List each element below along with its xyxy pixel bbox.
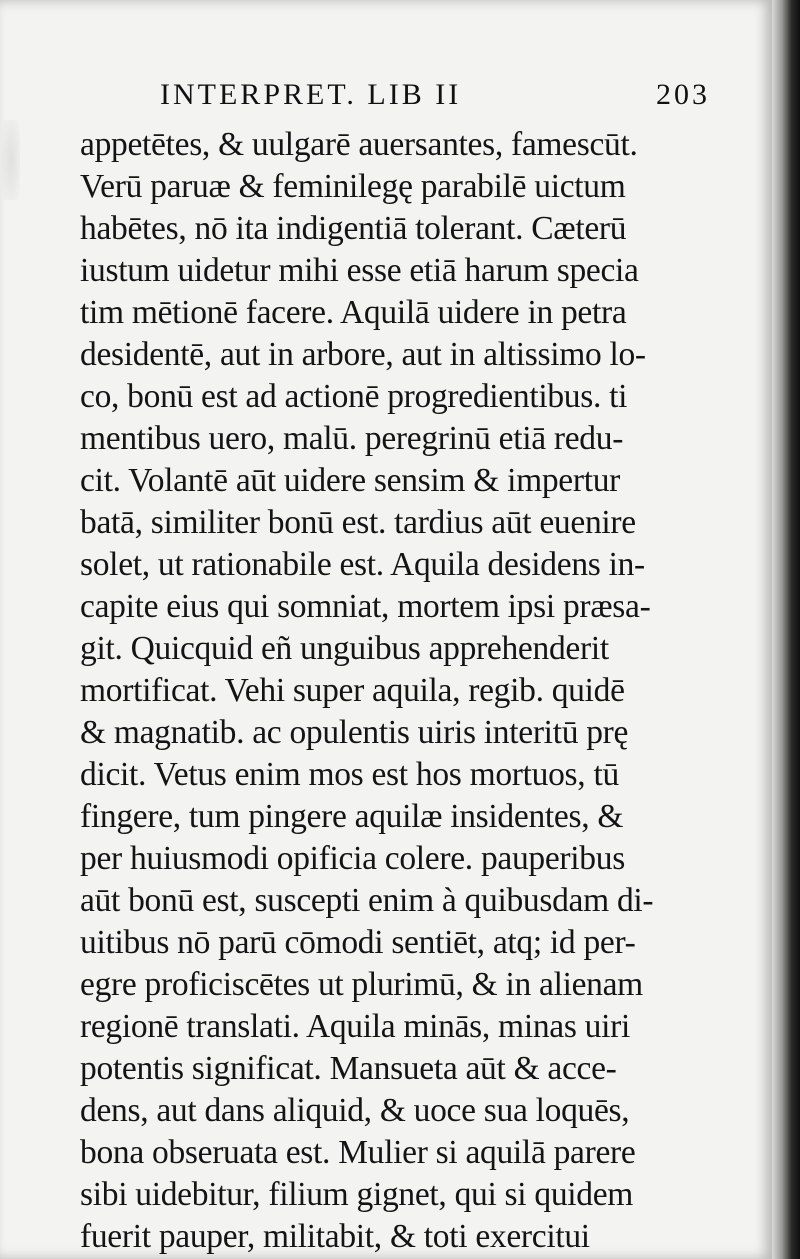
text-line: appetētes, & uulgarē auersantes, famescūt. <box>80 126 638 163</box>
text-line: dicit. Vetus enim mos est hos mortuos, tū <box>80 756 619 793</box>
text-line: egre proficiscētes ut plurimū, & in alienam <box>80 966 643 1003</box>
text-line: cit. Volantē aūt uidere sensim & impertur <box>80 462 621 499</box>
text-line: batā, similiter bonū est. tardius aūt euenire <box>80 504 636 541</box>
text-line: habētes, nō ita indigentiā tolerant. Cæterū <box>80 210 627 247</box>
body-text <box>80 124 720 1255</box>
text-line: mortificat. Vehi super aquila, regib. quidē <box>80 672 625 709</box>
text-line: iustum uidetur mihi esse etiā harum specia <box>80 252 639 289</box>
text-line: per huiusmodi opificia colere. pauperibus <box>80 840 625 877</box>
page-number: 203 <box>656 78 710 111</box>
text-line: Verū paruæ & feminilegę parabilē uictum <box>80 168 626 205</box>
text-line: aūt bonū est, suscepti enim à quibusdam di- <box>80 882 654 919</box>
text-line: fuerit pauper, militabit, & toti exercitui <box>80 1218 590 1255</box>
running-title: INTERPRET. LIB II <box>160 78 462 111</box>
running-header <box>160 78 710 118</box>
text-line: desidentē, aut in arbore, aut in altissimo lo- <box>80 336 646 373</box>
text-line: co, bonū est ad actionē progredientibus. ti <box>80 378 628 415</box>
text-line: potentis significat. Mansueta aūt & acce- <box>80 1050 617 1087</box>
text-line: regionē translati. Aquila minās, minas uiri <box>80 1008 630 1045</box>
text-line: capite eius qui somniat, mortem ipsi præsa- <box>80 588 651 625</box>
text-line: & magnatib. ac opulentis uiris interitū prę <box>80 714 629 751</box>
text-line: bona obseruata est. Mulier si aquilā parere <box>80 1134 636 1171</box>
text-line: mentibus uero, malū. peregrinū etiā redu- <box>80 420 624 457</box>
text-line: sibi uidebitur, filium gignet, qui si quidem <box>80 1176 634 1213</box>
text-line: solet, ut rationabile est. Aquila desidens in- <box>80 546 645 583</box>
text-line: dens, aut dans aliquid, & uoce sua loquēs, <box>80 1092 630 1129</box>
text-line: uitibus nō parū cōmodi sentiēt, atq; id per- <box>80 924 636 961</box>
page-edge-shadow <box>772 0 800 1259</box>
text-line: fingere, tum pingere aquilæ insidentes, & <box>80 798 624 835</box>
page-smudge <box>2 120 20 200</box>
text-line: tim mētionē facere. Aquilā uidere in petra <box>80 294 627 331</box>
text-line: git. Quicquid eñ unguibus apprehenderit <box>80 630 609 667</box>
